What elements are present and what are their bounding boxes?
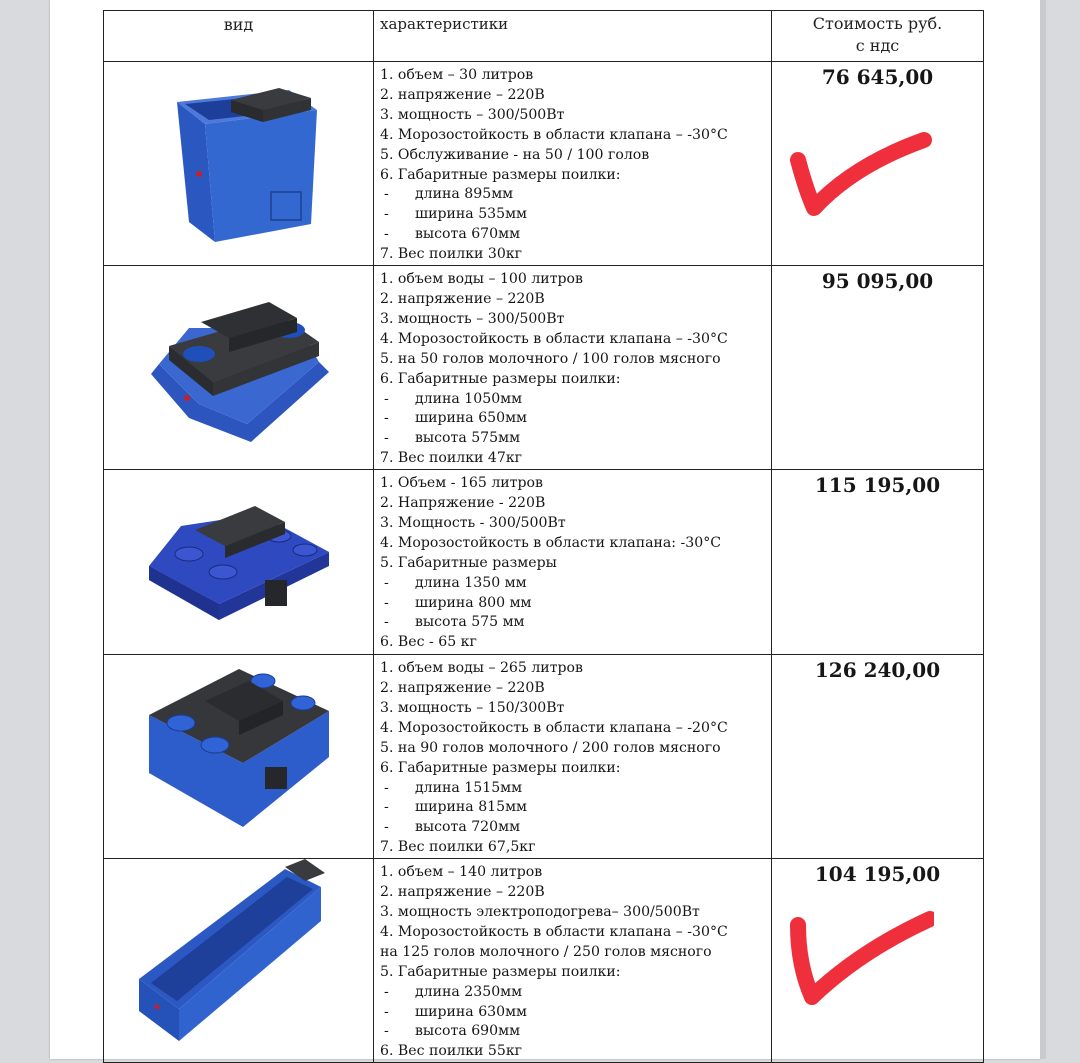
product-image-cell bbox=[104, 655, 374, 859]
checkmark-icon bbox=[784, 120, 934, 220]
trough-100l-icon bbox=[129, 266, 349, 456]
dimension-line: - высота 575мм bbox=[384, 430, 521, 447]
spec-line: 1. объем – 140 литров bbox=[380, 864, 543, 881]
product-image-cell bbox=[104, 859, 374, 1063]
spec-line: 1. Объем - 165 литров bbox=[380, 475, 543, 492]
dimension-line: - длина 2350мм bbox=[384, 983, 523, 1000]
spec-line: 6. Вес - 65 кг bbox=[380, 634, 477, 651]
spec-line: 7. Вес поилки 67,5кг bbox=[380, 839, 536, 856]
spec-line: 6. Габаритные размеры поилки: bbox=[380, 370, 621, 387]
spec-line: 2. Напряжение - 220В bbox=[380, 495, 546, 512]
price-cell bbox=[772, 655, 984, 859]
spec-line: 5. на 90 голов молочного / 200 голов мясного bbox=[380, 739, 721, 756]
price-cell bbox=[772, 266, 984, 470]
spec-line: 6. Габаритные размеры поилки: bbox=[380, 166, 621, 183]
price-value: 104 195,00 bbox=[814, 862, 941, 887]
trough-30l-icon bbox=[139, 62, 339, 252]
table-row bbox=[104, 655, 984, 859]
spec-line: 3. мощность – 150/300Вт bbox=[380, 699, 565, 716]
spec-line: 3. мощность электроподогрева– 300/500Вт bbox=[380, 904, 700, 920]
header-row bbox=[104, 11, 984, 62]
spec-line: 5. Обслуживание - на 50 / 100 голов bbox=[380, 146, 650, 163]
specs-cell bbox=[374, 859, 772, 1063]
spec-line: 1. объем воды – 100 литров bbox=[380, 271, 583, 288]
product-image-cell bbox=[104, 62, 374, 266]
spec-line: 4. Морозостойкость в области клапана – -30°С bbox=[380, 126, 728, 143]
price-table bbox=[103, 10, 984, 1063]
specs-cell bbox=[374, 655, 772, 859]
spec-line: 3. Мощность - 300/500Вт bbox=[380, 514, 566, 531]
dimension-line: - высота 690мм bbox=[384, 1023, 521, 1040]
specs-cell bbox=[374, 62, 772, 266]
spec-line: 2. напряжение – 220В bbox=[380, 680, 545, 697]
spec-line: 2. напряжение – 220В bbox=[380, 86, 545, 103]
price-value: 76 645,00 bbox=[821, 65, 934, 89]
header-price-line1: Стоимость руб. bbox=[812, 14, 943, 33]
dimension-line: - высота 575 мм bbox=[384, 614, 525, 631]
spec-line: 4. Морозостойкость в области клапана: -30°С bbox=[380, 534, 722, 551]
dimension-line: - ширина 535мм bbox=[384, 206, 528, 223]
dimension-line: - высота 720мм bbox=[384, 819, 521, 836]
spec-line: 1. объем воды – 265 литров bbox=[380, 660, 583, 677]
trough-265l-icon bbox=[139, 655, 339, 845]
spec-line: 7. Вес поилки 30кг bbox=[380, 246, 523, 263]
spec-line: на 125 голов молочного / 250 голов мясного bbox=[380, 943, 712, 960]
spec-line: 5. на 50 голов молочного / 100 голов мясного bbox=[380, 350, 721, 367]
spec-line: 3. мощность – 300/500Вт bbox=[380, 310, 565, 327]
table-row bbox=[104, 266, 984, 470]
price-value: 126 240,00 bbox=[814, 658, 941, 683]
page-edge bbox=[1040, 0, 1046, 1059]
table-row bbox=[104, 62, 984, 266]
checkmark-icon bbox=[784, 905, 934, 1005]
dimension-line: - длина 1515мм bbox=[384, 779, 523, 796]
spec-line: 6. Габаритные размеры поилки: bbox=[380, 759, 621, 776]
dimension-line: - длина 895мм bbox=[384, 186, 514, 203]
spec-line: 7. Вес поилки 47кг bbox=[380, 450, 523, 467]
dimension-line: - длина 1350 мм bbox=[384, 574, 527, 591]
spec-line: 1. объем – 30 литров bbox=[380, 67, 534, 83]
dimension-line: - длина 1050мм bbox=[384, 390, 523, 407]
price-cell bbox=[772, 859, 984, 1063]
table-row bbox=[104, 859, 984, 1063]
price-value: 95 095,00 bbox=[821, 269, 934, 294]
spec-line: 5. Габаритные размеры поилки: bbox=[380, 963, 621, 980]
table-row bbox=[104, 470, 984, 655]
dimension-line: - высота 670мм bbox=[384, 226, 521, 243]
dimension-line: - ширина 630мм bbox=[384, 1003, 528, 1020]
spec-line: 5. Габаритные размеры bbox=[380, 554, 557, 571]
spec-line: 2. напряжение – 220В bbox=[380, 290, 545, 307]
trough-140l-icon bbox=[129, 859, 349, 1054]
price-cell bbox=[772, 62, 984, 266]
header-view: вид bbox=[104, 11, 374, 62]
spec-line: 6. Вес поилки 55кг bbox=[380, 1043, 523, 1060]
product-image-cell bbox=[104, 266, 374, 470]
specs-cell bbox=[374, 470, 772, 655]
product-image-cell bbox=[104, 470, 374, 655]
header-characteristics: характеристики bbox=[374, 11, 772, 62]
price-cell bbox=[772, 470, 984, 655]
spec-line: 3. мощность – 300/500Вт bbox=[380, 106, 565, 123]
dimension-line: - ширина 815мм bbox=[384, 799, 528, 816]
spec-line: 4. Морозостойкость в области клапана – -20°С bbox=[380, 719, 728, 736]
spec-line: 4. Морозостойкость в области клапана – -30°С bbox=[380, 923, 728, 940]
dimension-line: - ширина 800 мм bbox=[384, 594, 532, 611]
price-value: 115 195,00 bbox=[814, 473, 941, 498]
spec-line: 4. Морозостойкость в области клапана – -30°С bbox=[380, 330, 728, 347]
spec-line: 2. напряжение – 220В bbox=[380, 884, 545, 901]
dimension-line: - ширина 650мм bbox=[384, 410, 528, 427]
specs-cell bbox=[374, 266, 772, 470]
header-price bbox=[772, 11, 984, 62]
header-price-line2: с ндс bbox=[855, 36, 900, 55]
trough-165l-icon bbox=[139, 470, 339, 650]
